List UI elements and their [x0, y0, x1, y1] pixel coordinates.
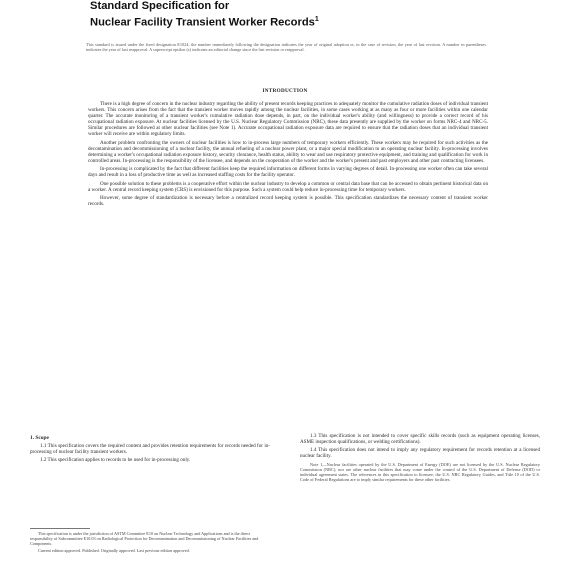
scope-paragraph: 1.3 This specification is not intended to cover specific skills records (such as equipment operating licenses, ASME inspection qualifications, or welding certifications).: [300, 433, 540, 446]
right-column: [300, 433, 540, 485]
scope-paragraph: 1.1 This specification covers the required content and provides retention requirements for records needed for in-processing of nuclear facility transient workers.: [30, 443, 270, 456]
introduction-body: [88, 101, 488, 210]
title-line-1: Standard Specification for: [90, 0, 230, 12]
title-footnote-marker: 1: [314, 16, 319, 23]
intro-paragraph: One possible solution to these problems is a cooperative effort within the nuclear industry to develop a common or central data base that can be accessed to obtain pertinent historical data on a worker. A central record keeping system (CRS) is envisioned for this purpose. Such a system could help reduce in-processing time for temporary workers.: [88, 180, 488, 193]
scope-heading: 1. Scope: [30, 435, 49, 441]
designation-preamble: This standard is issued under the fixed designation E1024; the number immediately following the designation indicates the year of original adoption or, in the case of revision, the year of last revision. A number in parentheses indicates the year of last reapproval. A superscript epsilon (ε) indicates an editorial change since the last revision or reapproval.: [86, 42, 486, 53]
intro-paragraph: In-processing is complicated by the fact that different facilities keep the required information on different forms in varying degrees of detail. In-processing one worker often can take several days and result in a loss of productive time as well as increased staffing costs for the facility operator.: [88, 166, 488, 179]
footnote-divider: [30, 528, 90, 529]
document-title: [90, 0, 510, 30]
title-line-2-text: Nuclear Facility Transient Worker Records: [90, 16, 315, 29]
intro-paragraph: There is a high degree of concern in the nuclear industry regarding the ability of present records keeping practices to adequately monitor the cumulative radiation doses of individual transient workers. This concern arises from the fact that the transient worker moves rapidly among the nuclear facilities, in some cases working at as many as four or more facilities within one calendar quarter. The accurate monitoring of a transient worker's cumulative radiation dose depends, in part, on the individual worker's ability (and willingness) to provide a correct record of his occupational radiation exposure. At nuclear facilities licensed by the U.S. Nuclear Regulatory Commission (NRC), these data presently are supplied by the worker on forms NRC-4 and NRC-5. Similar procedures are followed at other nuclear facilities (see Note 1). Accurate occupational radiation exposure data are required to ensure that the radiation doses that an individual transient worker will receive are within regulatory limits.: [88, 101, 488, 138]
footnotes: [30, 531, 270, 554]
scope-paragraph: 1.2 This specification applies to records to be used for in-processing only.: [40, 457, 191, 464]
intro-paragraph: Another problem confronting the owners of nuclear facilities is how to in-process large numbers of temporary workers efficiently. These workers may be required for such activities as the decontamination and decommissioning of a nuclear facility, the annual refueling of a nuclear power plant, or a major special modification to an operating nuclear facility. In-processing involves determining a worker's occupational radiation exposure history, security clearance, health status, ability to wear and use respiratory protective equipment, and training and qualification for work in controlled areas. In-processing is the responsibility of the licensee, and depends on the cooperation of the worker and the worker's present and past employers and other past contracting licensees.: [88, 139, 488, 164]
introduction-heading: INTRODUCTION: [262, 88, 308, 94]
title-line-2: [90, 13, 510, 30]
scope-paragraph: 1.4 This specification does not intend to imply any regulatory requirement for records retention at a licensed nuclear facility.: [300, 447, 540, 460]
intro-paragraph: However, some degree of standardization is necessary before a centralized record keeping system is possible. This specification standardizes the necessary content of transient worker records.: [88, 195, 488, 208]
footnote: This specification is under the jurisdiction of ASTM Committee E10 on Nuclear Technology and Applications and is the direct responsibility of Subcommittee E10.03 on Radiological Protection for Decontamination and Decommissioning of Nuclear Facilities and Components.: [30, 531, 259, 547]
left-column: [30, 435, 270, 466]
footnote: Current edition approved. Published. Originally approved. Last previous edition approved.: [38, 547, 190, 553]
note-1: Note 1—Nuclear facilities operated by the U.S. Department of Energy (DOE) are not licensed by the U.S. Nuclear Regulatory Commission (NRC), nor are other nuclear facilities that may come under the control of the U.S. Department of Defense (DOD) or individual agreement states. The references in this specification to licensee, the U.S. NRC Regulatory Guides, and Title 10 of the U.S. Code of Federal Regulations are to imply similar requirements for these other facilities.: [300, 461, 540, 483]
